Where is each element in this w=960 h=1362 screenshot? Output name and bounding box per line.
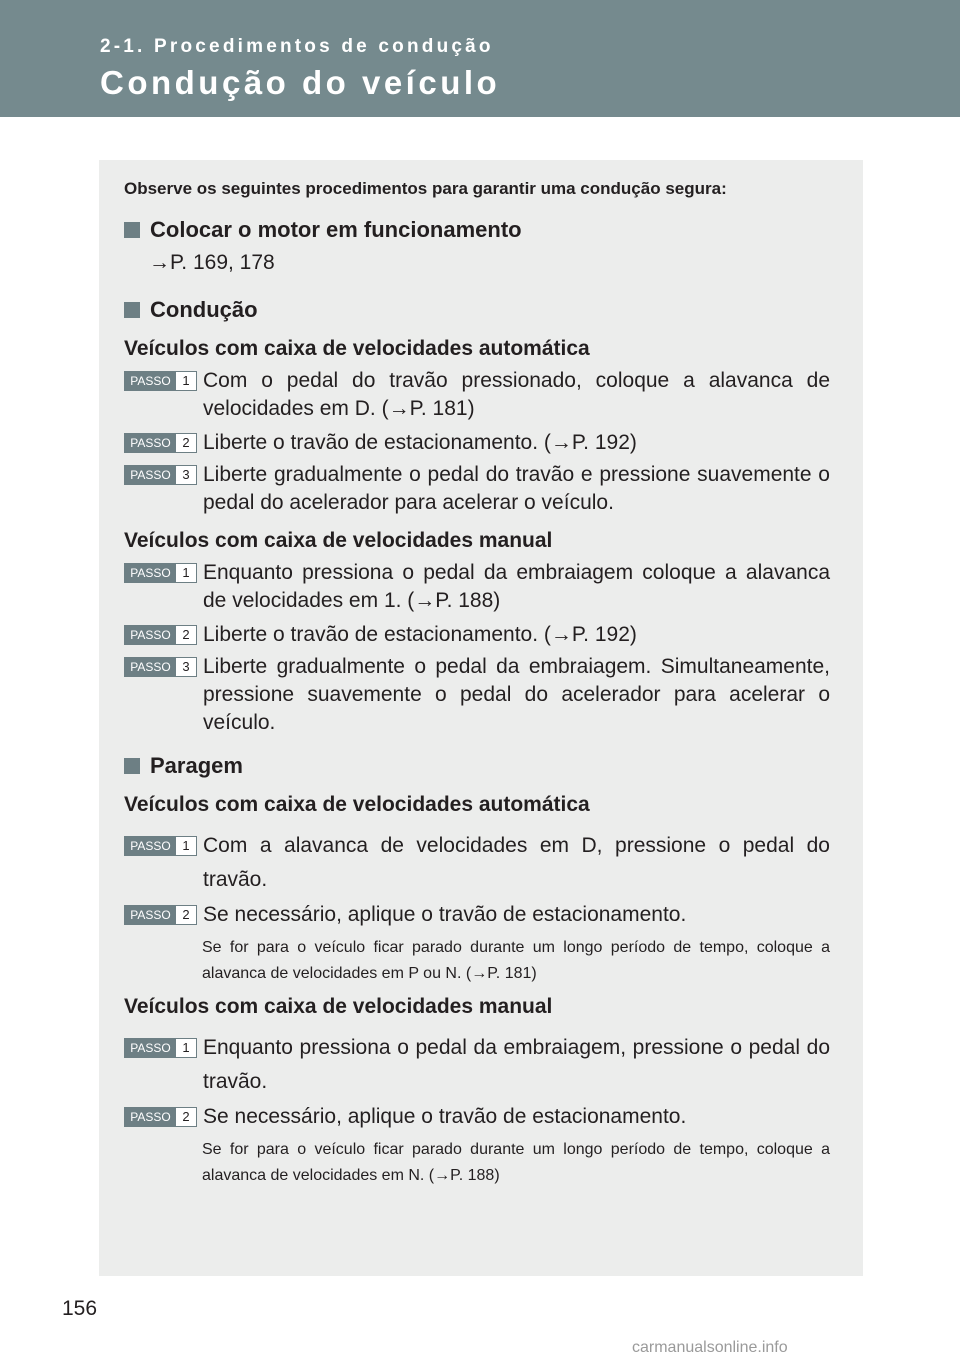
step-text: Com a alavanca de velocidades em D, pressione o pedal do travão. bbox=[203, 834, 830, 891]
step-badge: PASSO 1 bbox=[124, 371, 197, 391]
step-badge: PASSO 2 bbox=[124, 905, 197, 925]
section-heading-stopping bbox=[124, 749, 830, 783]
section-heading-start bbox=[124, 213, 830, 247]
content bbox=[124, 170, 830, 1193]
step bbox=[124, 621, 830, 653]
subheading-manual: Veículos com caixa de velocidades manual bbox=[124, 995, 553, 1018]
note-text: Se for para o veículo ficar parado durante um longo período de tempo, coloque a alavanca de velocidades em P ou N. (→P. 181) bbox=[202, 939, 830, 982]
step-text: Liberte o travão de estacionamento. (→P. 192) bbox=[203, 623, 637, 646]
step bbox=[124, 1031, 830, 1103]
step-badge: PASSO 2 bbox=[124, 433, 197, 453]
step-badge: PASSO 3 bbox=[124, 657, 197, 677]
step-text: Enquanto pressiona o pedal da embraiagem, pressione o pedal do travão. bbox=[203, 1036, 830, 1093]
step-text: Se necessário, aplique o travão de estacionamento. bbox=[203, 1105, 687, 1128]
step-text: Enquanto pressiona o pedal da embraiagem coloque a alavanca de velocidades em 1. (→P. 188) bbox=[203, 561, 830, 612]
subheading-automatic: Veículos com caixa de velocidades automática bbox=[124, 793, 590, 816]
section-title: Paragem bbox=[150, 753, 243, 778]
page-title: Condução do veículo bbox=[100, 64, 501, 101]
intro-text: Observe os seguintes procedimentos para garantir uma condução segura: bbox=[124, 179, 727, 198]
square-bullet-icon bbox=[124, 302, 140, 318]
section-label: 2-1. Procedimentos de condução bbox=[100, 36, 494, 57]
section-title: Colocar o motor em funcionamento bbox=[150, 217, 522, 242]
step bbox=[124, 461, 830, 523]
step bbox=[124, 367, 830, 429]
note-text: Se for para o veículo ficar parado durante um longo período de tempo, coloque a alavanca de velocidades em N. (→P. 188) bbox=[202, 1141, 830, 1184]
step-badge: PASSO 1 bbox=[124, 563, 197, 583]
step-badge: PASSO 1 bbox=[124, 836, 197, 856]
step bbox=[124, 653, 830, 745]
subheading-manual: Veículos com caixa de velocidades manual bbox=[124, 529, 553, 552]
square-bullet-icon bbox=[124, 222, 140, 238]
step-badge: PASSO 2 bbox=[124, 1107, 197, 1127]
step bbox=[124, 559, 830, 621]
subheading-automatic: Veículos com caixa de velocidades automática bbox=[124, 337, 590, 360]
step-text: Se necessário, aplique o travão de estacionamento. bbox=[203, 903, 687, 926]
page-number: 156 bbox=[62, 1297, 98, 1320]
step bbox=[124, 429, 830, 461]
step-badge: PASSO 3 bbox=[124, 465, 197, 485]
section-heading-driving bbox=[124, 293, 830, 327]
step bbox=[124, 901, 830, 935]
page-reference: →P. 169, 178 bbox=[149, 251, 275, 274]
step-badge: PASSO 1 bbox=[124, 1038, 197, 1058]
step bbox=[124, 1103, 830, 1137]
step-badge: PASSO 2 bbox=[124, 625, 197, 645]
step-text: Com o pedal do travão pressionado, coloque a alavanca de velocidades em D. (→P. 181) bbox=[203, 369, 830, 420]
step-text: Liberte gradualmente o pedal do travão e pressione suavemente o pedal do acelerador para acelerar o veículo. bbox=[203, 463, 830, 514]
step-text: Liberte o travão de estacionamento. (→P. 192) bbox=[203, 431, 637, 454]
square-bullet-icon bbox=[124, 758, 140, 774]
step bbox=[124, 829, 830, 901]
header-bar bbox=[0, 0, 960, 117]
section-title: Condução bbox=[150, 297, 258, 322]
watermark: carmanualsonline.info bbox=[632, 1339, 788, 1356]
step-text: Liberte gradualmente o pedal da embraiagem. Simultaneamente, pressione suavemente o pedal do acelerador para acelerar o veículo. bbox=[203, 655, 830, 734]
